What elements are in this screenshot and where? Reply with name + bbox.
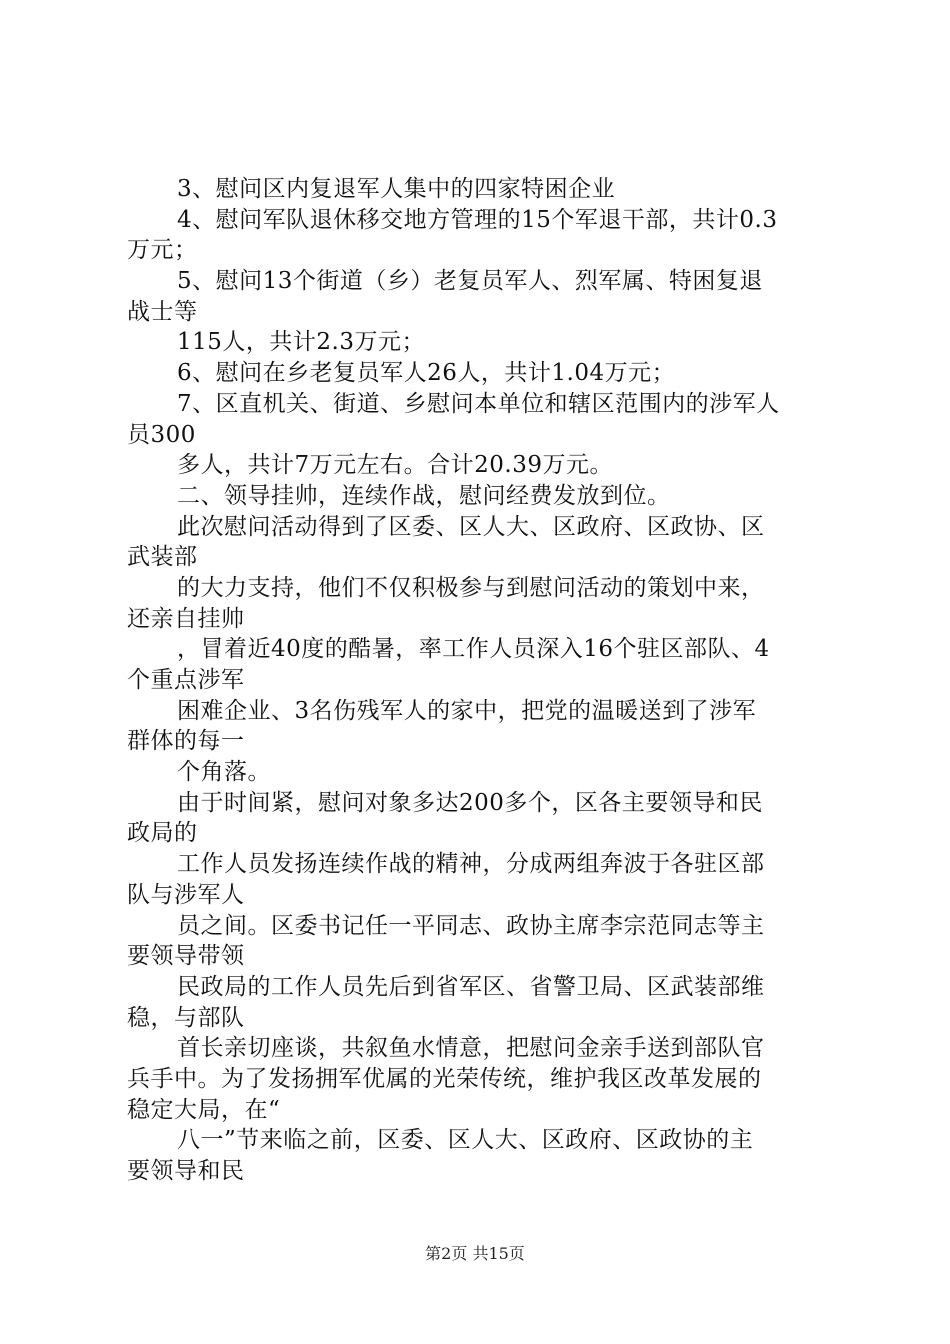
text-line: 7、区直机关、街道、乡慰问本单位和辖区范围内的涉军人 [177,390,780,417]
text-line: 个重点涉军 [127,667,245,693]
text-line: 要领导和民 [127,1158,245,1184]
text-line: 员之间。区委书记任一平同志、政协主席李宗范同志等主 [177,912,765,939]
text-line: 首长亲切座谈，共叙鱼水情意，把慰问金亲手送到部队官 [177,1035,765,1062]
text-line: 个角落。 [177,759,271,786]
text-line: 5、慰问13个街道（乡）老复员军人、烈军属、特困复退 [177,268,763,295]
text-line: 兵手中。为了发扬拥军优属的光荣传统，维护我区改革发展的 [127,1065,762,1092]
text-line: 此次慰问活动得到了区委、区人大、区政府、区政协、区 [177,513,765,540]
document-body [127,174,837,1187]
text-line: 多人，共计7万元左右。合计20.39万元。 [177,452,613,479]
text-line: 还亲自挂帅 [127,605,245,632]
text-line: 八一”节来临之前，区委、区人大、区政府、区政协的主 [177,1127,754,1154]
text-line: 武装部 [127,544,198,571]
text-line: 群体的每一 [127,728,245,755]
text-line: 困难企业、3名伤残军人的家中，把党的温暖送到了涉军 [177,697,757,724]
text-line: 6、慰问在乡老复员军人26人，共计1.04万元； [177,360,676,387]
text-line: 稳定大局，在“ [127,1096,281,1123]
text-line: 要领导带领 [127,943,245,970]
text-line: 3、慰问区内复退军人集中的四家特困企业 [177,176,616,202]
page-footer: 第2页 共15页 [425,1244,525,1263]
text-line: 战士等 [127,298,198,325]
text-line: 政局的 [127,820,198,847]
text-line: 民政局的工作人员先后到省军区、省警卫局、区武装部维 [177,973,765,1000]
text-line: 队与涉军人 [127,881,245,908]
text-line: 由于时间紧，慰问对象多达200多个，区各主要领导和民 [177,789,763,816]
text-line: 稳，与部队 [127,1004,245,1031]
text-line: 115人，共计2.3万元； [177,329,425,356]
text-line: 二、领导挂帅，连续作战，慰问经费发放到位。 [177,482,671,509]
text-line: 员300 [127,421,196,448]
text-line: 万元； [127,237,198,264]
text-line: 的大力支持，他们不仅积极参与到慰问活动的策划中来， [177,574,765,601]
text-line: 工作人员发扬连续作战的精神，分成两组奔波于各驻区部 [177,851,765,878]
text-line: ，冒着近40度的酷暑，率工作人员深入16个驻区部队、4 [177,636,770,663]
text-line: 4、慰问军队退休移交地方管理的15个军退干部，共计0.3 [177,206,778,233]
